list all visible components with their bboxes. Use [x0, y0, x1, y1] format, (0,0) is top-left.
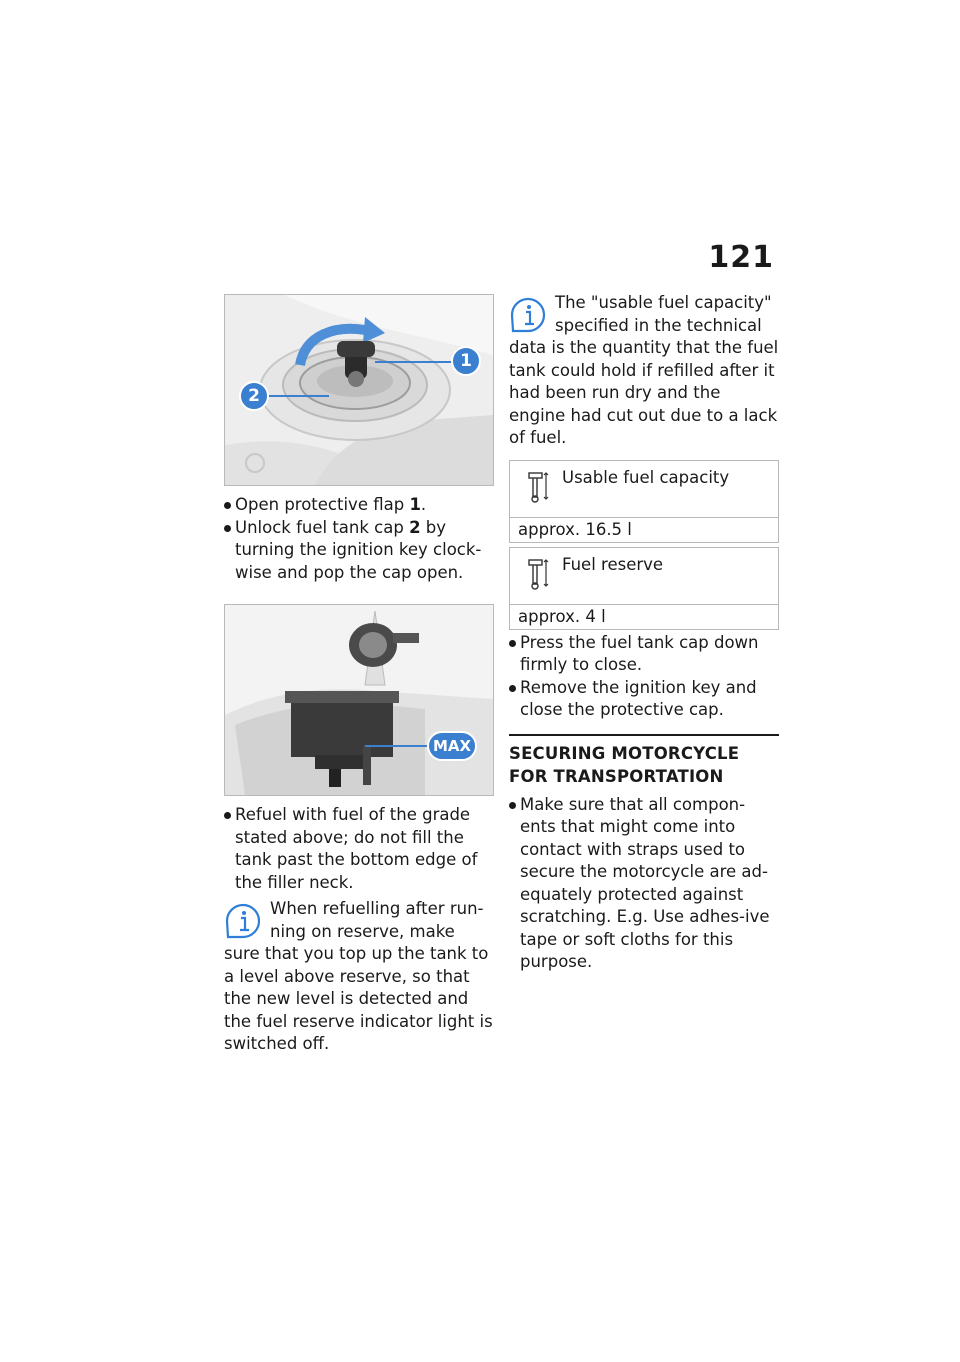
- transport-steps-list: [509, 794, 779, 974]
- info-icon: [509, 295, 547, 333]
- list-item: Refuel with fuel of the grade stated above; do not fill the tank past the bottom edge of the filler neck.: [224, 804, 494, 894]
- leader-line-2: [269, 395, 329, 397]
- list-item: Make sure that all compon-ents that might come into contact with straps used to secure the motorcycle are ad-equately protected against scratching. E.g. Use adhes-ive tape or soft cloths for this purpose.: [509, 794, 779, 974]
- note-line-1: The "usable fuel capacity": [555, 293, 772, 312]
- leader-line-1: [375, 361, 453, 363]
- callout-2: 2: [239, 381, 269, 411]
- page-number: 121: [708, 240, 774, 275]
- section-heading: SECURING MOTORCYCLE FOR TRANSPORTATION: [509, 743, 740, 786]
- note-body: sure that you top up the tank to a level above reserve, so that the new level is detected and the fuel reserve indicator light is switched off.: [224, 944, 493, 1053]
- filler-neck-illustration: [224, 604, 494, 796]
- note-line-2: specified in the technical: [555, 315, 762, 335]
- list-item: Open protective flap 1.: [224, 494, 494, 517]
- fuel-cap-illustration: [224, 294, 494, 486]
- callout-1: 1: [451, 346, 481, 376]
- note-line-2: ning on reserve, make: [270, 921, 455, 941]
- refuel-steps-list: [224, 804, 494, 894]
- right-column: [509, 294, 779, 974]
- callout-max: MAX: [427, 731, 477, 761]
- reserve-note: [224, 898, 494, 1056]
- close-steps-list: [509, 632, 779, 722]
- open-steps-list: [224, 494, 494, 584]
- spec-label: Usable fuel capacity: [562, 467, 730, 487]
- spec-label: Fuel reserve: [562, 554, 664, 574]
- spec-header: [510, 548, 778, 605]
- fuel-gauge-icon: [528, 556, 550, 590]
- spec-header: [510, 461, 778, 518]
- leader-line-max: [365, 745, 431, 747]
- fuel-gauge-icon: [528, 469, 550, 503]
- section-divider: [509, 734, 779, 736]
- list-item: Unlock fuel tank cap 2 by turning the ignition key clock-wise and pop the cap open.: [224, 517, 494, 585]
- note-body: data is the quantity that the fuel tank could hold if refilled after it had been run dry and the engine had cut out due to a lack of fuel.: [509, 338, 779, 447]
- note-line-1: When refuelling after run-: [270, 899, 484, 918]
- capacity-note: [509, 292, 779, 450]
- left-column: [224, 294, 494, 1056]
- filler-neck-drawing: [225, 605, 493, 795]
- spec-value: approx. 16.5 l: [518, 519, 632, 539]
- spec-fuel-reserve: [509, 547, 779, 630]
- list-item: Press the fuel tank cap down firmly to close.: [509, 632, 779, 677]
- spec-usable-fuel-capacity: [509, 460, 779, 543]
- info-icon: [224, 901, 262, 939]
- list-item: Remove the ignition key and close the protective cap.: [509, 677, 779, 722]
- spec-value: approx. 4 l: [518, 606, 606, 626]
